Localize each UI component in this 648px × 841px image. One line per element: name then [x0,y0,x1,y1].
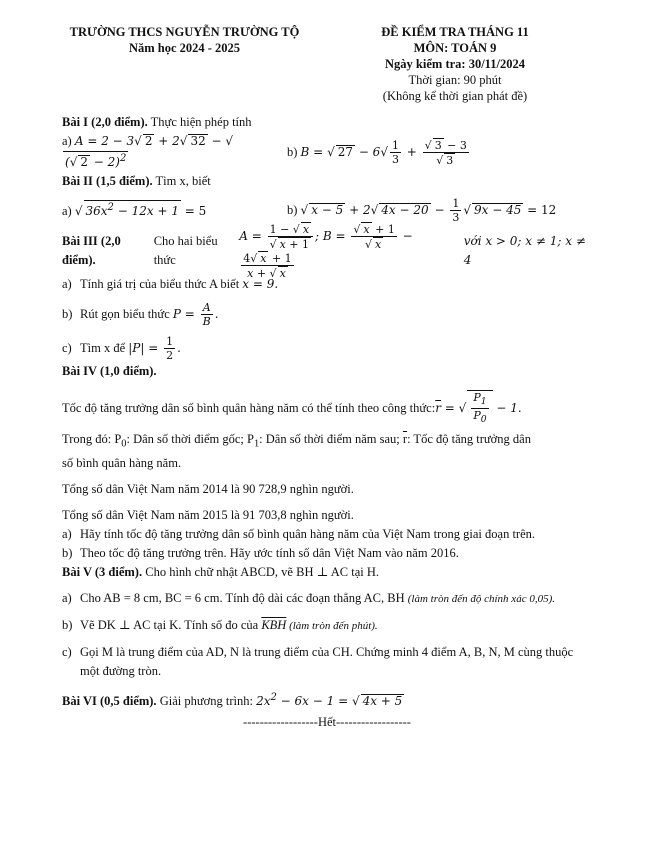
school-year: Năm học 2024 - 2025 [128,41,241,55]
expr-b: B = √ 27 − 6√ $\frac{1}{3}$ + $\frac{√ 3 - 3}{√ 3}$ [300,138,467,167]
problem-1-expressions: a) A = 2 − 3√ 2 + 2√ 32 − √(√ 2 − 2)$^2$ b) B = √ 27 − 6√ $\frac{1}{3}$ + $\frac{√ 3 - 3}{√ 3}$ [62,139,592,165]
expr-AB: A = $\frac{1 - √ x}{√ x + 1}$ ; B = $\frac{√ x + 1}{√ x}$ − $\frac{4√ x + 1}{x + √ x}$ [239,223,413,280]
problem-4-heading: Bài IV (1,0 điểm). [62,364,157,378]
problem-4a: a) Hãy tính tốc độ tăng trưởng dân số bình quân hàng năm của Việt Nam trong giai đoạn trên. [62,526,536,541]
equation-b: √ x − 5 + 2√ 4x − 20 − $\frac{1}{3}$ √ 9x − 45 = 12 [300,196,557,224]
problem-3c: c) Tìm x để |P| = $\frac{1}{2}$ . [62,335,181,362]
exam-date: Ngày kiểm tra: 30/11/2024 [385,57,525,71]
school-header [52,24,317,56]
problem-2-equations: a) √ $36x^2 - 12x + 1 = 5$ b) √ x − 5 + 2√ 4x − 20 − $\frac{1}{3}$ √ 9x − 45 = 12 [62,196,557,224]
school-name: TRƯỜNG THCS NGUYỄN TRƯỜNG TỘ [69,25,300,39]
problem-5-heading: Bài V (3 điểm). Cho hình chữ nhật ABCD, vẽ BH ⊥ AC tại H. [62,564,380,579]
exam-time: Thời gian: 90 phút [408,73,502,87]
exam-title: ĐỀ KIỂM TRA THÁNG 11 [381,25,529,39]
equation-6: $2x^2 - 6x - 1$ = √ 4x + 5 [256,691,403,708]
problem-4-intro: Tốc độ tăng trưởng dân số bình quân hàng năm có thể tính theo công thức: $\overline{r}$ = √ $\frac{P_1}{P_0}$ − 1. [62,390,522,426]
growth-formula: $\overline{r}$ = √ $\frac{P_1}{P_0}$ − 1. [435,390,522,426]
problem-4b: b) Theo tốc độ tăng trưởng trên. Hãy ước tính số dân Việt Nam vào năm 2016. [62,545,459,560]
problem-5c: c) Gọi M là trung điểm của AD, N là trung điểm của CH. Chứng minh 4 điểm A, B, N, M cùng thuộc một đường tròn. [62,644,574,678]
problem-3b: b) Rút gọn biểu thức P = $\frac{A}{B}$ . [62,301,219,328]
problem-1-heading: Bài I (2,0 điểm). Thực hiện phép tính [62,115,252,129]
exam-body [62,113,592,732]
exam-header [355,24,555,104]
exam-subject: MÔN: TOÁN 9 [413,41,497,55]
problem-4-where: Trong đó: $P_0$: Dân số thời điểm gốc; $P_1$: Dân số thời điểm năm sau; $\overline{r}$: Tốc độ tăng trưởng dân [62,432,531,450]
population-2014: Tổng số dân Việt Nam năm 2014 là 90 728,9 nghìn người. [62,481,354,496]
problem-3a: a) Tính giá trị của biểu thức A biết x = 9. [62,277,279,291]
expr-a: A = 2 − 3√ 2 + 2√ 32 − √(√ 2 − 2)$^2$ [65,134,234,169]
problem-6: Bài VI (0,5 điểm). Giải phương trình: $2x^2 - 6x - 1$ = √ 4x + 5 [62,691,403,708]
problem-5a: a) Cho AB = 8 cm, BC = 6 cm. Tính độ dài các đoạn thẳng AC, BH (làm tròn đến độ chính xác 0,05). [62,590,555,605]
end-marker: ------------------Hết------------------ [243,714,411,729]
problem-5b: b) Vẽ DK ⊥ AC tại K. Tính số đo của $\overline{KBH}$ (làm tròn đến phút). [62,617,378,632]
population-2015: Tổng số dân Việt Nam năm 2015 là 91 703,8 nghìn người. [62,507,354,522]
problem-4-where-cont: số bình quân hàng năm. [62,455,182,470]
problem-2-heading: Bài II (1,5 điểm). Tìm x, biết [62,174,211,188]
exam-note: (Không kể thời gian phát đề) [382,89,528,103]
problem-3-heading: Bài III (2,0 điểm). Cho hai biểu thức A = $\frac{1 - √ x}{√ x + 1}$ ; B = $\frac{√ x + 1}{√ x}$ − $\frac{4√ x + 1}{x + √ x}$ với x > 0; x ≠ 1; x ≠ 4 [62,223,586,280]
equation-a: √ $36x^2 - 12x + 1 = 5$ [74,201,207,218]
